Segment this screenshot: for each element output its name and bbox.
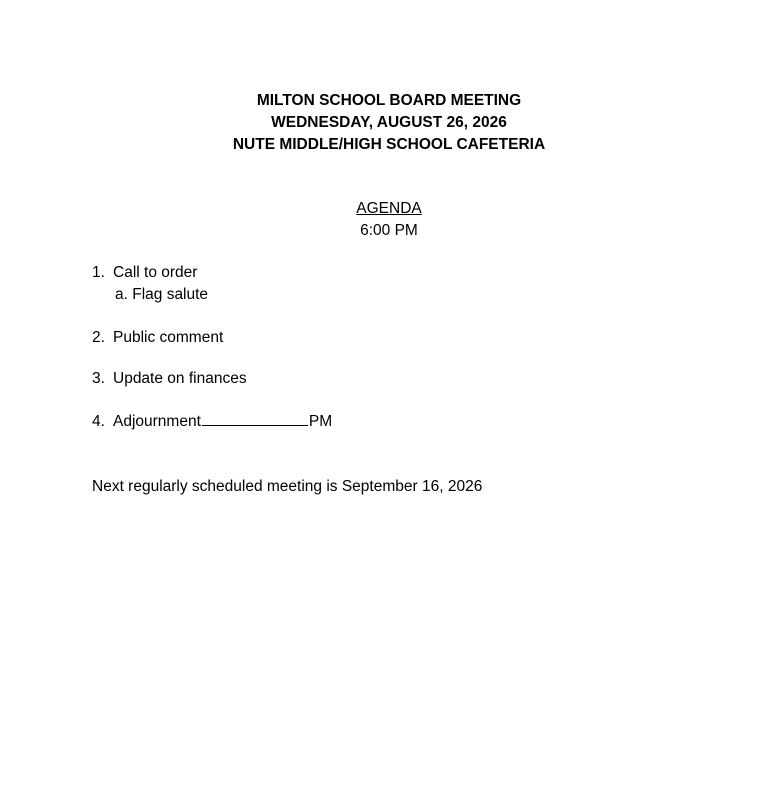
- item-suffix: PM: [308, 413, 333, 430]
- meeting-location: NUTE MIDDLE/HIGH SCHOOL CAFETERIA: [232, 136, 546, 153]
- item-number: 2.: [92, 329, 105, 346]
- meeting-header: [0, 90, 778, 156]
- item-label: Call to order: [113, 264, 198, 281]
- agenda-time: 6:00 PM: [360, 222, 418, 239]
- board-name: MILTON SCHOOL BOARD MEETING: [256, 92, 522, 109]
- agenda-subitem-1a: a. Flag salute: [115, 286, 209, 303]
- agenda-title: AGENDA: [356, 200, 422, 217]
- agenda-item-1: [92, 262, 197, 284]
- item-label: Update on finances: [113, 370, 247, 387]
- item-number: 4.: [92, 413, 105, 430]
- item-label: Public comment: [113, 329, 224, 346]
- meeting-date: WEDNESDAY, AUGUST 26, 2026: [271, 114, 507, 131]
- agenda-item-4: [92, 411, 332, 433]
- agenda-item-3: [92, 368, 247, 390]
- item-label: Adjournment: [113, 413, 201, 430]
- time-blank-line: [202, 411, 308, 426]
- next-meeting-note: Next regularly scheduled meeting is September 16, 2026: [92, 478, 483, 495]
- agenda-heading: [0, 198, 778, 242]
- agenda-item-2: [92, 327, 223, 349]
- item-number: 1.: [92, 264, 105, 281]
- item-number: 3.: [92, 370, 105, 387]
